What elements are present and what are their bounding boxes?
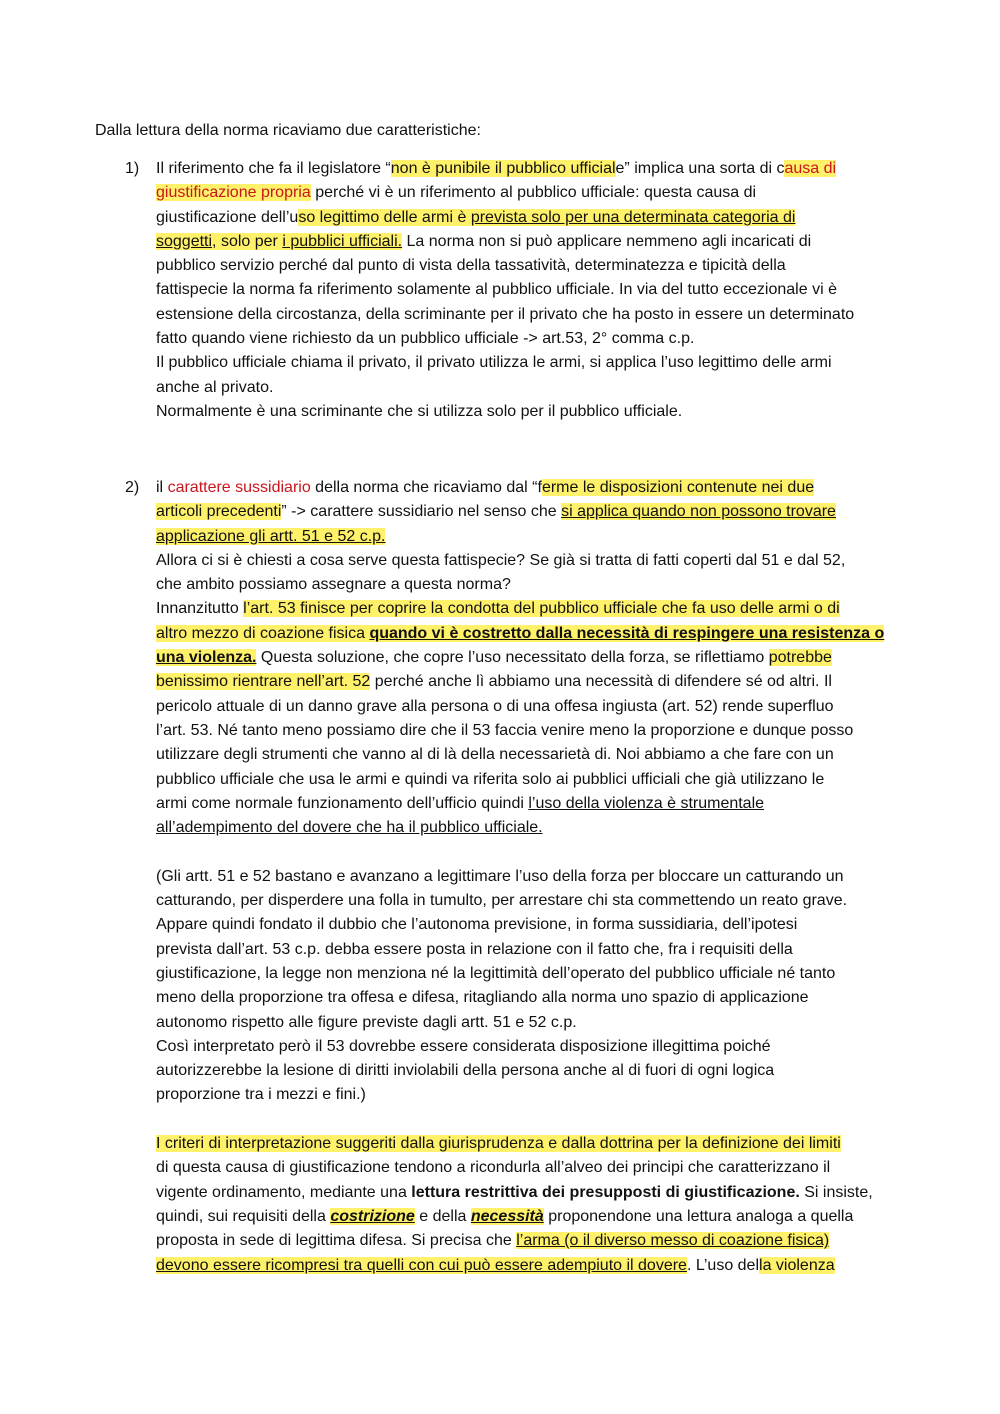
highlighted-text: l’art. 53 finisce per coprire la condotta del pubblico ufficiale che fa uso delle armi o di xyxy=(243,600,840,618)
text-line: Così interpretato però il 53 dovrebbe essere considerata disposizione illegittima poiché xyxy=(156,1037,771,1055)
text-line: catturando, per disperdere una folla in tumulto, per arrestare chi sta commettendo un reato grave. xyxy=(156,892,848,910)
highlighted-text: la violenza xyxy=(759,1256,835,1274)
underlined-text: all’adempimento del dovere che ha il pubblico ufficiale. xyxy=(156,819,543,837)
text-line xyxy=(156,525,916,549)
list-number: 2) xyxy=(125,479,140,496)
underlined-text: l’uso della violenza è strumentale xyxy=(528,794,765,812)
bold-text: lettura restrittiva dei presupposti di giustificazione. xyxy=(411,1183,800,1201)
text-run: perché vi è un riferimento al pubblico ufficiale: questa causa di xyxy=(310,184,757,202)
text-line xyxy=(156,597,916,621)
text-line: pubblico servizio perché dal punto di vista della tassatività, determinatezza e tipicità della xyxy=(156,257,786,275)
text-line: anche al privato. xyxy=(156,378,274,396)
text-line: prevista dall’art. 53 c.p. debba essere posta in relazione con il fatto che, fra i requisiti della xyxy=(156,940,793,958)
text-line xyxy=(156,1132,916,1156)
text-run: ” -> carattere sussidiario nel senso che xyxy=(281,503,562,521)
highlighted-bold-underlined-text: quando vi è costretto dalla necessità di respingere una resistenza o xyxy=(369,624,885,642)
highlighted-text: potrebbe xyxy=(768,649,832,667)
highlighted-bold-italic-text: necessità xyxy=(470,1207,544,1225)
highlighted-red-text: ausa di xyxy=(784,160,837,177)
highlighted-underlined-text: prevista solo per una determinata categoria di xyxy=(470,208,796,226)
highlighted-text: I criteri di interpretazione suggeriti dalla giurisprudenza e dalla dottrina per la definizione dei limiti xyxy=(156,1135,841,1153)
text-run: Questa soluzione, che copre l’uso necessitato della forza, se riflettiamo xyxy=(256,649,769,667)
red-text: carattere sussidiario xyxy=(167,479,311,496)
text-line xyxy=(156,1254,916,1278)
text-line: Appare quindi fondato il dubbio che l’autonoma previsione, in forma sussidiaria, dell’ipotesi xyxy=(156,916,798,934)
text-run: . L’uso del xyxy=(686,1256,760,1274)
text-run: il xyxy=(156,479,168,496)
blank-line xyxy=(156,1108,916,1132)
text-line xyxy=(156,1181,916,1205)
text-line: meno della proporzione tra offesa e difesa, ritagliando alla norma uno spazio di applicazione xyxy=(156,989,809,1007)
text-run: Innanzitutto xyxy=(156,600,244,618)
text-line: l’art. 53. Né tanto meno possiamo dire che il 53 faccia venire meno la proporzione e dunque posso xyxy=(156,721,854,739)
text-line xyxy=(156,622,916,646)
text-line: che ambito possiamo assegnare a questa norma? xyxy=(156,576,511,594)
highlighted-text: altro mezzo di coazione fisica xyxy=(156,624,370,642)
text-line xyxy=(156,500,916,524)
text-line: (Gli artt. 51 e 52 bastano e avanzano a legittimare l’uso della forza per bloccare un catturando un xyxy=(156,867,844,885)
highlighted-underlined-text: si applica quando non possono trovare xyxy=(561,503,836,521)
text-line: autonomo rispetto alle figure previste dagli artt. 51 e 52 c.p. xyxy=(156,1013,577,1031)
text-line: fatto quando viene richiesto da un pubblico ufficiale -> art.53, 2° comma c.p. xyxy=(156,330,695,348)
highlighted-underlined-text: l’arma (o il diverso messo di coazione fisica) xyxy=(516,1232,830,1250)
text-line: giustificazione, la legge non menziona né la legittimità dell’operato del pubblico ufficiale né tanto xyxy=(156,964,836,982)
list-item-body xyxy=(156,157,916,424)
text-run: quindi, sui requisiti della xyxy=(156,1207,331,1225)
highlighted-bold-underlined-text: una violenza. xyxy=(156,649,257,667)
highlighted-text: erme le disposizioni contenute nei due xyxy=(541,479,815,496)
text-run: e” implica una sorta di c xyxy=(615,160,785,177)
text-line xyxy=(156,181,916,205)
highlighted-underlined-text: devono essere ricompresi tra quelli con cui può essere adempiuto il dovere xyxy=(156,1256,687,1274)
blank-line xyxy=(156,840,916,864)
text-line: utilizzare degli strumenti che vanno al di là della necessarietà di. Noi abbiamo a che fare con un xyxy=(156,746,834,764)
text-line xyxy=(156,206,916,230)
highlighted-underlined-text: soggetti xyxy=(156,232,213,250)
text-run: e della xyxy=(414,1207,471,1225)
text-run: armi come normale funzionamento dell’ufficio quindi xyxy=(156,794,529,812)
highlighted-text: so legittimo delle armi è xyxy=(298,208,471,226)
highlighted-underlined-text: applicazione gli artt. 51 e 52 c.p. xyxy=(156,527,386,545)
text-line xyxy=(156,157,916,181)
text-line xyxy=(156,476,916,500)
list-item-body xyxy=(156,476,916,1278)
highlighted-text: benissimo rientrare nell’art. 52 xyxy=(156,673,371,691)
highlighted-text: articoli precedenti xyxy=(156,503,282,521)
text-line: fattispecie la norma fa riferimento solamente al pubblico ufficiale. In via del tutto eccezionale vi è xyxy=(156,281,837,299)
text-run: Si insiste, xyxy=(799,1183,873,1201)
text-line: pericolo attuale di un danno grave alla persona o di una offesa ingiusta (art. 52) rende superfluo xyxy=(156,697,834,715)
text-line: Normalmente è una scriminante che si utilizza solo per il pubblico ufficiale. xyxy=(156,402,683,420)
text-run: vigente ordinamento, mediante una xyxy=(156,1183,412,1201)
text-line: Allora ci si è chiesti a cosa serve questa fattispecie? Se già si tratta di fatti coperti dal 51 e dal 52, xyxy=(156,551,846,569)
text-run: proponendone una lettura analoga a quella xyxy=(543,1207,854,1225)
highlighted-underlined-text: i pubblici ufficiali. xyxy=(282,232,403,250)
text-line: autorizzerebbe la lesione di diritti inviolabili della persona anche al di fuori di ogni logica xyxy=(156,1062,775,1080)
text-run: proposta in sede di legittima difesa. Si precisa che xyxy=(156,1232,517,1250)
highlighted-red-text: giustificazione propria xyxy=(156,184,311,202)
highlighted-text: , solo per xyxy=(212,232,283,250)
intro-line: Dalla lettura della norma ricaviamo due caratteristiche: xyxy=(95,122,481,139)
text-run: della norma che ricaviamo dal “f xyxy=(310,479,542,496)
text-run: La norma non si può applicare nemmeno agli incaricati di xyxy=(402,232,812,250)
text-run: giustificazione dell’u xyxy=(156,208,299,226)
highlighted-bold-italic-text: costrizione xyxy=(330,1207,415,1225)
highlighted-text: non è punibile il pubblico ufficial xyxy=(390,160,616,177)
text-line xyxy=(156,1229,916,1253)
list-number: 1) xyxy=(125,160,140,177)
text-line xyxy=(156,670,916,694)
text-line: di questa causa di giustificazione tendono a ricondurla all’alveo dei principi che caratterizzano il xyxy=(156,1159,831,1177)
text-run: Il riferimento che fa il legislatore “ xyxy=(156,160,391,177)
text-line xyxy=(156,792,916,816)
text-line: Il pubblico ufficiale chiama il privato, il privato utilizza le armi, si applica l’uso legittimo delle armi xyxy=(156,354,832,372)
text-line xyxy=(156,230,916,254)
text-line xyxy=(156,646,916,670)
text-line: estensione della circostanza, della scriminante per il privato che ha posto in essere un determinato xyxy=(156,305,855,323)
text-line: proporzione tra i mezzi e fini.) xyxy=(156,1086,366,1104)
text-line xyxy=(156,816,916,840)
text-line: pubblico ufficiale che usa le armi e quindi va riferita solo ai pubblici ufficiali che già utilizzano le xyxy=(156,770,825,788)
text-line xyxy=(156,1205,916,1229)
text-run: perché anche lì abbiamo una necessità di difendere sé od altri. Il xyxy=(370,673,832,691)
